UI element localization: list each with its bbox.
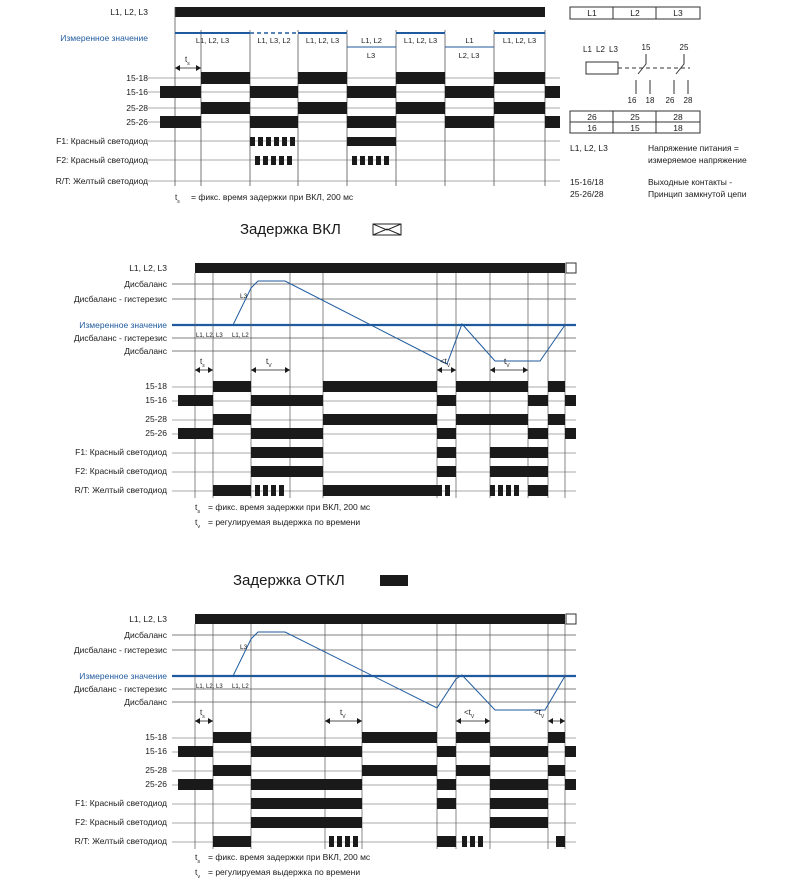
legend-desc: Принцип замкнутой цепи — [648, 189, 747, 199]
rt-blink — [329, 836, 334, 847]
relay-on — [437, 447, 456, 458]
relay-on — [456, 414, 528, 425]
row-label: Измеренное значение — [79, 671, 167, 681]
segment-label: L1, L2 — [361, 36, 382, 45]
relay-on — [456, 381, 528, 392]
relay-on — [213, 732, 251, 743]
f1-blink — [258, 137, 263, 146]
row-label: R/T: Желтый светодиод — [55, 176, 148, 186]
relay-on — [178, 395, 213, 406]
legend-key: 15-16/18 — [570, 177, 604, 187]
note-text: = фикс. время задержки при ВКЛ, 200 мс — [191, 192, 354, 202]
curve-label: L1, L2, L3 — [196, 684, 223, 690]
arrow-head — [485, 718, 490, 724]
arrow-head — [523, 367, 528, 373]
rt-blink — [470, 836, 475, 847]
segment-label: L1, L2, L3 — [195, 36, 230, 45]
rt-blink — [498, 485, 503, 496]
terminal-footer-label: 28 — [673, 112, 683, 122]
relay-on — [565, 395, 576, 406]
relay-on — [347, 116, 396, 128]
relay-on — [251, 428, 323, 439]
segment-label: L1 — [465, 36, 474, 45]
note-symbol: $t_v$ — [195, 517, 201, 530]
relay-on — [437, 746, 456, 757]
relay-on — [201, 72, 250, 84]
legend-key: L1, L2, L3 — [570, 143, 608, 153]
row-label: 25-26 — [145, 428, 167, 438]
section-title: Задержка ВКЛ — [240, 221, 341, 238]
row-label: F1: Красный светодиод — [75, 447, 167, 457]
relay-on — [213, 765, 251, 776]
note-text: = фикс. время задержки при ВКЛ, 200 мс — [208, 502, 371, 512]
note-symbol: $t_v$ — [195, 867, 201, 880]
terminal-pin: 25 — [679, 43, 689, 52]
arrow-head — [560, 718, 565, 724]
row-label: R/T: Желтый светодиод — [74, 485, 167, 495]
relay-on — [490, 798, 548, 809]
relay-on — [494, 72, 545, 84]
segment-label: L1, L2, L3 — [502, 36, 537, 45]
relay-on — [213, 414, 251, 425]
row-label: Дисбаланс - гистерезис — [73, 294, 167, 304]
relay-on — [445, 116, 494, 128]
note-text: = регулируемая выдержка по времени — [208, 867, 361, 877]
tv-label: $t_V$ — [504, 357, 510, 369]
note-symbol: $t_s$ — [175, 193, 180, 205]
rt-blink — [437, 485, 442, 496]
relay-on — [178, 746, 213, 757]
rt-blink — [263, 485, 268, 496]
relay-on — [178, 428, 213, 439]
relay-on — [545, 86, 560, 98]
row-label: 25-26 — [126, 117, 148, 127]
row-label: Дисбаланс - гистерезис — [73, 645, 167, 655]
relay-on — [323, 485, 437, 496]
row-label: Измеренное значение — [79, 320, 167, 330]
segment-label: L1, L2, L3 — [305, 36, 340, 45]
ltv-label: $<t_V$ — [534, 708, 545, 720]
arrow-head — [195, 367, 200, 373]
relay-on — [556, 836, 565, 847]
relay-on — [565, 428, 576, 439]
note-text: = фикс. время задержки при ВКЛ, 200 мс — [208, 852, 371, 862]
relay-on — [545, 116, 560, 128]
terminal-footer-label: 25 — [630, 112, 640, 122]
arrow-head — [208, 367, 213, 373]
row-label: 25-28 — [145, 414, 167, 424]
rt-blink — [462, 836, 467, 847]
curve-label: L1, L2 — [232, 684, 249, 690]
row-label: Дисбаланс — [124, 346, 167, 356]
row-label: 15-16 — [145, 395, 167, 405]
rt-blink — [337, 836, 342, 847]
legend-desc: измеряемое напряжение — [648, 155, 747, 165]
relay-on — [437, 466, 456, 477]
relay-on — [362, 732, 437, 743]
relay-on — [298, 72, 347, 84]
arrow-head — [208, 718, 213, 724]
f2-blink — [384, 156, 389, 165]
relay-on — [250, 86, 298, 98]
section-title: Задержка ОТКЛ — [233, 572, 345, 589]
arrow-head — [548, 718, 553, 724]
relay-on — [548, 381, 565, 392]
arrow-head — [196, 65, 201, 71]
f2-blink — [368, 156, 373, 165]
relay-on — [490, 746, 548, 757]
relay-on — [548, 765, 565, 776]
relay-on — [494, 102, 545, 114]
relay-on — [528, 428, 548, 439]
relay-on — [251, 817, 362, 828]
row-label: 25-28 — [126, 103, 148, 113]
relay-on — [565, 779, 576, 790]
relay-on — [456, 732, 490, 743]
terminal-footer-label: 16 — [587, 123, 597, 133]
row-label: 25-26 — [145, 779, 167, 789]
rt-blink — [514, 485, 519, 496]
arrow-head — [357, 718, 362, 724]
supply-bar — [195, 263, 565, 273]
curve-label: L1, L2, L3 — [196, 333, 223, 339]
relay-on — [213, 836, 251, 847]
row-label: R/T: Желтый светодиод — [74, 836, 167, 846]
curve-label: L3 — [240, 293, 248, 300]
f2-blink — [271, 156, 276, 165]
row-label: 15-18 — [145, 381, 167, 391]
relay-on — [213, 485, 251, 496]
relay-on — [323, 414, 437, 425]
relay-on — [213, 381, 251, 392]
arrow-head — [195, 718, 200, 724]
rt-blink — [490, 485, 495, 496]
terminal-header-label: L3 — [673, 8, 683, 18]
f2-blink — [360, 156, 365, 165]
f1-blink — [250, 137, 255, 146]
f2-blink — [287, 156, 292, 165]
relay-on — [251, 798, 362, 809]
arrow-head — [456, 718, 461, 724]
relay-on — [490, 779, 548, 790]
terminal-footer-label: 15 — [630, 123, 640, 133]
relay-on — [437, 836, 456, 847]
f2-blink — [255, 156, 260, 165]
terminal-pin: L1 — [583, 45, 592, 54]
relay-on — [437, 798, 456, 809]
rt-blink — [271, 485, 276, 496]
f1-on — [347, 137, 396, 146]
ts-label: $t_s$ — [200, 357, 205, 369]
supply-end — [566, 614, 576, 624]
relay-on — [251, 746, 362, 757]
rt-blink — [255, 485, 260, 496]
relay-on — [347, 86, 396, 98]
row-label: F1: Красный светодиод — [75, 798, 167, 808]
relay-on — [396, 102, 445, 114]
row-label: 25-28 — [145, 765, 167, 775]
segment-label: L1, L2, L3 — [403, 36, 438, 45]
relay-on — [298, 102, 347, 114]
row-label: L1, L2, L3 — [129, 263, 167, 273]
relay-on — [437, 395, 456, 406]
arrow-head — [175, 65, 180, 71]
terminal-pin: 16 — [627, 96, 637, 105]
ltv-label: $<t_V$ — [440, 357, 451, 369]
relay-on — [396, 72, 445, 84]
relay-on — [251, 395, 323, 406]
relay-on — [160, 116, 201, 128]
row-label: 15-16 — [145, 746, 167, 756]
rt-blink — [279, 485, 284, 496]
measured-curve — [195, 632, 565, 710]
note-text: = регулируемая выдержка по времени — [208, 517, 361, 527]
note-symbol: $t_s$ — [195, 502, 201, 515]
ts-label: $t_s$ — [200, 708, 205, 720]
relay-on — [251, 466, 323, 477]
f2-blink — [376, 156, 381, 165]
f1-blink — [282, 137, 287, 146]
arrow-head — [325, 718, 330, 724]
terminal-footer-label: 26 — [587, 112, 597, 122]
f1-blink — [274, 137, 279, 146]
relay-on — [528, 485, 548, 496]
legend-desc: Напряжение питания = — [648, 143, 739, 153]
relay-on — [565, 746, 576, 757]
tv-label: $t_V$ — [266, 357, 272, 369]
legend-desc: Выходные контакты - — [648, 177, 733, 187]
rt-blink — [345, 836, 350, 847]
row-label: F2: Красный светодиод — [75, 466, 167, 476]
row-label: L1, L2, L3 — [110, 7, 148, 17]
relay-on — [178, 779, 213, 790]
row-label: Дисбаланс - гистерезис — [73, 684, 167, 694]
row-label: F2: Красный светодиод — [56, 155, 148, 165]
terminal-pin: L2 — [596, 45, 605, 54]
curve-label: L1, L2 — [232, 333, 249, 339]
relay-on — [201, 102, 250, 114]
arrow-head — [490, 367, 495, 373]
row-label: Дисбаланс — [124, 630, 167, 640]
rt-blink — [445, 485, 450, 496]
note-symbol: $t_s$ — [195, 852, 201, 865]
row-label: Измеренное значение — [60, 33, 148, 43]
segment-label: L1, L3, L2 — [257, 36, 291, 45]
supply-bar — [195, 614, 565, 624]
relay-coil — [586, 62, 618, 74]
arrow-head — [437, 367, 442, 373]
measured-curve — [195, 281, 565, 364]
relay-on — [437, 779, 456, 790]
f2-blink — [263, 156, 268, 165]
legend-key: 25-26/28 — [570, 189, 604, 199]
row-label: 15-16 — [126, 87, 148, 97]
relay-on — [445, 86, 494, 98]
relay-on — [250, 116, 298, 128]
f1-blink — [290, 137, 295, 146]
rt-blink — [506, 485, 511, 496]
ts-label: $t_s$ — [185, 55, 190, 67]
f2-blink — [352, 156, 357, 165]
rt-blink — [353, 836, 358, 847]
arrow-head — [251, 367, 256, 373]
segment-sub: L2, L3 — [458, 51, 480, 60]
relay-on — [160, 86, 201, 98]
contact-1 — [636, 54, 650, 94]
terminal-pin: 18 — [645, 96, 655, 105]
relay-on — [490, 466, 548, 477]
row-label: Дисбаланс — [124, 697, 167, 707]
terminal-pin: 26 — [665, 96, 675, 105]
row-label: 15-18 — [126, 73, 148, 83]
terminal-footer-label: 18 — [673, 123, 683, 133]
row-label: F2: Красный светодиод — [75, 817, 167, 827]
ltv-label: $<t_V$ — [464, 708, 475, 720]
supply-end — [566, 263, 576, 273]
terminal-pin: L3 — [609, 45, 618, 54]
relay-on — [456, 765, 490, 776]
terminal-pin: 28 — [683, 96, 693, 105]
off-symbol — [380, 575, 408, 586]
row-label: F1: Красный светодиод — [56, 136, 148, 146]
f2-blink — [279, 156, 284, 165]
row-label: Дисбаланс - гистерезис — [73, 333, 167, 343]
segment-sub: L3 — [366, 51, 376, 60]
arrow-head — [285, 367, 290, 373]
terminal-header-label: L1 — [587, 8, 597, 18]
relay-on — [548, 414, 565, 425]
relay-on — [548, 732, 565, 743]
relay-on — [490, 447, 548, 458]
tv-label: $t_V$ — [340, 708, 346, 720]
terminal-pin: 15 — [641, 43, 651, 52]
relay-on — [362, 765, 437, 776]
arrow-head — [451, 367, 456, 373]
relay-on — [251, 779, 362, 790]
row-label: L1, L2, L3 — [129, 614, 167, 624]
terminal-header-label: L2 — [630, 8, 640, 18]
row-label: 15-18 — [145, 732, 167, 742]
relay-on — [323, 381, 437, 392]
relay-on — [437, 428, 456, 439]
supply-bar — [175, 7, 545, 17]
rt-blink — [478, 836, 483, 847]
relay-on — [490, 817, 548, 828]
relay-on — [251, 447, 323, 458]
relay-on — [528, 395, 548, 406]
curve-label: L3 — [240, 644, 248, 651]
row-label: Дисбаланс — [124, 279, 167, 289]
contact-2 — [674, 54, 688, 94]
f1-blink — [266, 137, 271, 146]
